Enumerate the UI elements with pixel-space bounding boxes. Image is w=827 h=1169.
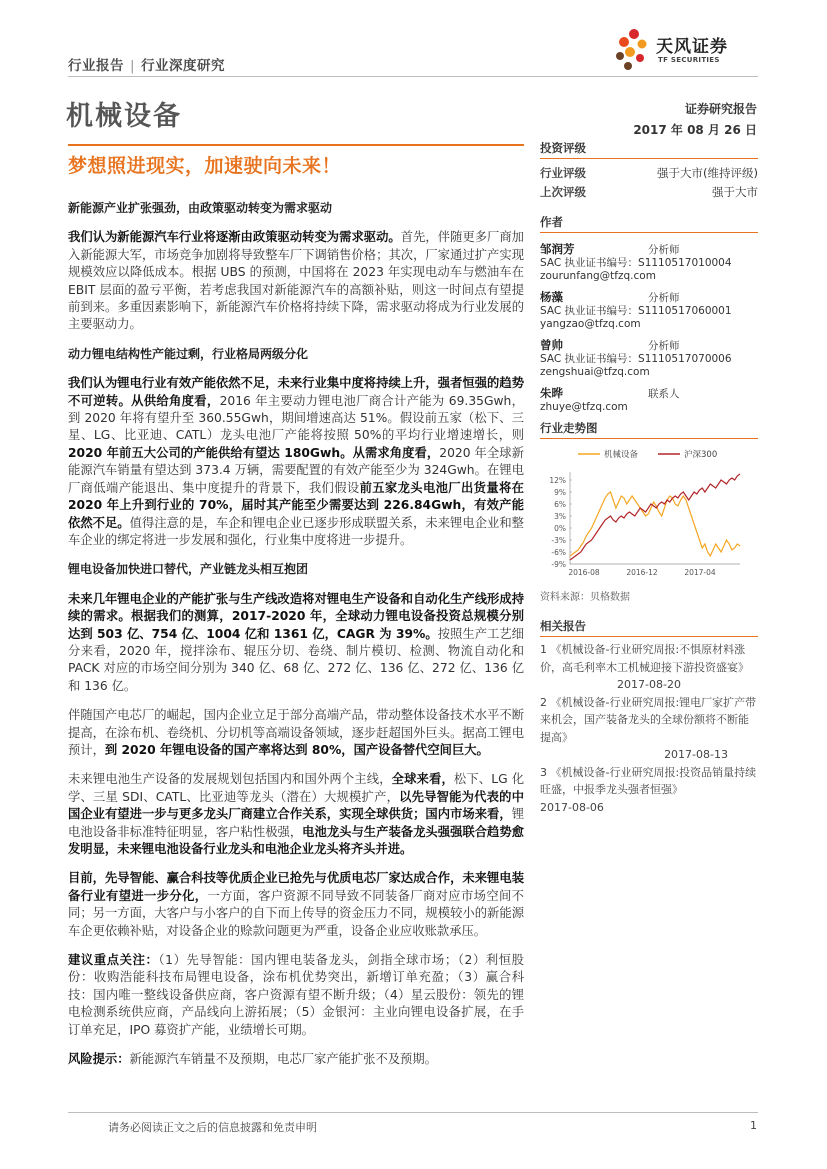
paragraph bbox=[68, 771, 524, 858]
footer-disclaimer[interactable]: 请务必阅读正文之后的信息披露和免责申明 bbox=[108, 1121, 317, 1134]
subcategory-label: 行业深度研究 bbox=[141, 58, 226, 74]
bold-text: 到 2020 年锂电设备的国产率将达到 80%，国产设备替代空间巨大。 bbox=[104, 742, 489, 757]
paragraph bbox=[68, 1051, 524, 1068]
related-header: 相关报告 bbox=[540, 618, 758, 637]
body-text: 按照生产工艺细分来看，2020 年，搅拌涂布、辊压分切、卷绕、制片模切、检测、物流自动化和 PACK 对应的市场空间分别为 340 亿、68 亿、272 亿、136 亿、272 亿、136 亿和 136 亿。 bbox=[68, 626, 524, 693]
body-text: 新能源汽车销量不及预期，电芯厂家产能扩张不及预期。 bbox=[129, 1052, 437, 1067]
bold-text: 2020 年前五大公司的产能供给有望达 180Gwh。从需求角度看， bbox=[68, 445, 440, 460]
brand-logo bbox=[612, 26, 758, 74]
author-role: 联系人 bbox=[648, 388, 680, 400]
y-tick-label: -9% bbox=[551, 560, 566, 569]
author-email[interactable]: yangzao@tfzq.com bbox=[540, 318, 641, 330]
bold-text: 我们认为锂电行业有效产能依然不足，未来行业集中度将持续上升，强者恒强的趋势不可逆转。 bbox=[68, 376, 524, 408]
section-heading: 新能源产业扩张强劲，由政策驱动转变为需求驱动 bbox=[68, 201, 333, 215]
author-email[interactable]: zourunfang@tfzq.com bbox=[540, 270, 656, 282]
body-text: 锂电池设备非标准特征明显，客户粘性极强， bbox=[68, 807, 524, 839]
bold-text: 未来几年锂电企业的产能扩张与生产线改造将对锂电生产设备和自动化生产线形成持续的需求。根据我们的测算，2017-2020 年，全球动力锂电设备投资总规模分别达到 503 亿、754 亿、1004 亿和 1361 亿，CAGR 为 39%。 bbox=[68, 591, 524, 641]
body-text: 一方面，客户资源不同导致不同装备厂商对应市场空间不同；另一方面，大客户与小客户的自下而上传导的资金压力不同，规模较小的新能源车企更依赖补贴，对设备企业的赊款问题更为严重，设备企业应收账款承压。 bbox=[68, 888, 524, 938]
trend-header: 行业走势图 bbox=[540, 420, 758, 439]
body-text: 2016 年主要动力锂电池厂商合计产能为 69.35Gwh，到 2020 年将有望升至 360.55Gwh，期间增速高达 51%。假设前五家（松下、三星、LG、比亚迪、CATL）龙头电池厂产能将按照 50%的平均行业增速增长，则 bbox=[68, 393, 524, 443]
y-tick-label: 12% bbox=[549, 476, 566, 485]
author-entry bbox=[540, 241, 758, 283]
related-panel bbox=[540, 618, 758, 816]
rating-row bbox=[540, 182, 758, 201]
author-name: 曾帅 bbox=[540, 338, 563, 352]
logo-leaf-icon bbox=[612, 26, 656, 74]
category-separator: | bbox=[130, 58, 136, 74]
author-entry bbox=[540, 289, 758, 331]
paragraph bbox=[68, 591, 524, 695]
related-date: 2017-08-13 bbox=[664, 748, 728, 761]
authors-header: 作者 bbox=[540, 214, 758, 233]
x-tick-label: 2016-12 bbox=[626, 568, 658, 577]
bold-text: 目前，先导智能、赢合科技等优质企业已抢先与优质电芯厂家达成合作，未来锂电装备行业有望进一步分化， bbox=[68, 871, 524, 903]
page-number: 1 bbox=[750, 1119, 757, 1132]
chart-source: 资料来源：贝格数据 bbox=[540, 592, 630, 603]
paragraph bbox=[68, 952, 524, 1039]
related-date: 2017-08-20 bbox=[617, 678, 681, 691]
y-tick-label: 6% bbox=[554, 500, 566, 509]
rating-label: 上次评级 bbox=[540, 184, 586, 199]
rating-value: 强于大市(维持评级) bbox=[657, 165, 758, 180]
body-text: 首先，伴随更多厂商加入新能源大军，市场竞争加剧将导致整车厂下调销售价格；其次，厂家通过扩产实现规模效应以降低成本。根据 UBS 的预测，中国将在 2023 年实现电动车与燃油车在 EBIT 层面的盈亏平衡，若考虑我国对新能源汽车的高额补贴，则这一时间点有望提前到来。多重因素影响下，新能源汽车价格将持续下降，需求驱动将成为行业发展的主要驱动力。 bbox=[68, 230, 524, 332]
author-role: 分析师 bbox=[648, 340, 680, 352]
related-item[interactable] bbox=[540, 641, 758, 694]
author-role: 分析师 bbox=[648, 244, 680, 256]
author-entry bbox=[540, 337, 758, 379]
rating-row bbox=[540, 163, 758, 182]
rating-value: 强于大市 bbox=[712, 184, 758, 199]
report-type: 证券研究报告 bbox=[684, 102, 757, 116]
related-title[interactable]: 1 《机械设备-行业研究周报:不惧原材料涨价，高毛利率木工机械迎接下游投资盛宴》 bbox=[540, 643, 749, 674]
bold-text: 我们认为新能源汽车行业将逐渐由政策驱动转变为需求驱动。 bbox=[68, 230, 401, 245]
y-tick-label: -6% bbox=[551, 548, 566, 557]
author-name: 杨藻 bbox=[540, 290, 563, 304]
legend-label: 机械设备 bbox=[604, 450, 639, 460]
body-text: 伴随国产电芯厂的崛起，国内企业立足于部分高端产品，带动整体设备技术水平不断提高，在涂布机、卷绕机、分切机等高端设备领域，逐步赶超国外巨头。据高工锂电预计， bbox=[68, 708, 524, 757]
trend-chart bbox=[540, 436, 758, 584]
author-email[interactable]: zhuye@tfzq.com bbox=[540, 401, 628, 413]
author-sac: SAC 执业证书编号：S1110517070006 bbox=[540, 353, 732, 365]
paragraph bbox=[68, 375, 524, 549]
rating-panel bbox=[540, 140, 758, 201]
related-title[interactable]: 3 《机械设备-行业研究周报:投资品销量持续旺盛，中报季龙头强者恒强》 bbox=[540, 765, 757, 796]
legend-label: 沪深300 bbox=[684, 450, 718, 460]
author-name: 朱晔 bbox=[540, 386, 563, 400]
authors-panel bbox=[540, 214, 758, 414]
title-divider bbox=[68, 144, 524, 146]
report-category bbox=[68, 54, 225, 74]
author-entry bbox=[540, 385, 758, 414]
bold-text: 风险提示： bbox=[68, 1052, 130, 1067]
bold-text: 从供给角度看， bbox=[131, 393, 220, 408]
y-tick-label: 3% bbox=[554, 512, 566, 521]
related-item[interactable] bbox=[540, 764, 758, 817]
body-text: 未来锂电池生产设备的发展规划包括国内和国外两个主线， bbox=[68, 772, 392, 787]
y-tick-label: 9% bbox=[554, 488, 566, 497]
y-tick-label: 0% bbox=[554, 524, 566, 533]
bold-text: 以先导智能为代表的中国企业有望进一步与更多龙头厂商建立合作关系，实现全球供货；国内市场来看， bbox=[68, 789, 524, 822]
author-sac: SAC 执业证书编号：S1110517060001 bbox=[540, 305, 732, 317]
footer-divider bbox=[68, 1112, 758, 1113]
related-date: 2017-08-06 bbox=[540, 800, 604, 814]
bold-text: 建议重点关注： bbox=[68, 953, 159, 968]
bold-text: 前五家龙头电池厂出货量将在 2020 年上升到行业的 70%，届时其产能至少需要达到 226.84Gwh，有效产能依然不足。 bbox=[68, 480, 524, 530]
paragraph bbox=[68, 870, 524, 940]
rating-label: 行业评级 bbox=[540, 165, 586, 180]
author-email[interactable]: zengshuai@tfzq.com bbox=[540, 366, 650, 378]
related-title[interactable]: 2 《机械设备-行业研究周报:锂电厂家扩产带来机会，国产装备龙头的全球份额将不断能提高》 bbox=[540, 695, 757, 744]
report-date: 2017 年 08 月 26 日 bbox=[633, 123, 757, 137]
bold-text: 电池龙头与生产装备龙头强强联合趋势愈发明显，未来锂电池设备行业龙头和电池企业龙头将齐头并进。 bbox=[68, 824, 524, 856]
main-content bbox=[68, 200, 524, 1080]
body-text: 值得注意的是，车企和锂电企业已逐步形成联盟关系，未来锂电企业和整车企业的绑定将进一步发展和强化，行业集中度将进一步提升。 bbox=[68, 515, 524, 547]
body-text: 松下、LG 化学、三星 SDI、CATL、比亚迪等龙头（潜在）大规模扩产， bbox=[68, 772, 524, 804]
header-divider bbox=[68, 76, 758, 77]
author-role: 分析师 bbox=[648, 292, 680, 304]
y-tick-label: -3% bbox=[551, 536, 566, 545]
paragraph bbox=[68, 707, 524, 759]
series-line bbox=[570, 492, 740, 556]
author-sac: SAC 执业证书编号：S1110517010004 bbox=[540, 257, 732, 269]
brand-name-cn: 天风证券 bbox=[656, 37, 728, 57]
body-text: 2020 年全球新能源汽车销量有望达到 373.4 万辆，需要配置的有效产能至少为 324Gwh。在锂电厂商低端产能退出、集中度提升的背景下，我们假设 bbox=[68, 445, 524, 495]
section-heading: 锂电设备加快进口替代，产业链龙头相互抱团 bbox=[68, 562, 309, 577]
report-title: 梦想照进现实，加速驶向未来！ bbox=[68, 155, 342, 177]
brand-name-en: TF SECURITIES bbox=[658, 56, 720, 64]
related-item[interactable] bbox=[540, 694, 758, 764]
rating-header: 投资评级 bbox=[540, 140, 758, 159]
category-label: 行业报告 bbox=[68, 58, 124, 74]
sector-title: 机械设备 bbox=[66, 101, 182, 132]
paragraph bbox=[68, 229, 524, 333]
x-tick-label: 2017-04 bbox=[684, 568, 716, 577]
author-name: 邹润芳 bbox=[540, 242, 575, 256]
x-tick-label: 2016-08 bbox=[568, 568, 600, 577]
body-text: （1）先导智能：国内锂电装备龙头，剑指全球市场；（2）利恒股份：收购浩能科技布局锂电设备，涂布机优势突出，新增订单充盈；（3）赢合科技：国内唯一整线设备供应商，客户资源有望不断升级；（4）星云股份：领先的锂电检测系统供应商，产品线向上游拓展；（5）金银河：主业向锂电设备扩展，在手订单充足，IPO 募资扩产能，业绩增长可期。 bbox=[68, 953, 524, 1037]
bold-text: 全球来看， bbox=[391, 772, 454, 787]
section-heading: 动力锂电结构性产能过剩，行业格局两级分化 bbox=[68, 346, 309, 361]
